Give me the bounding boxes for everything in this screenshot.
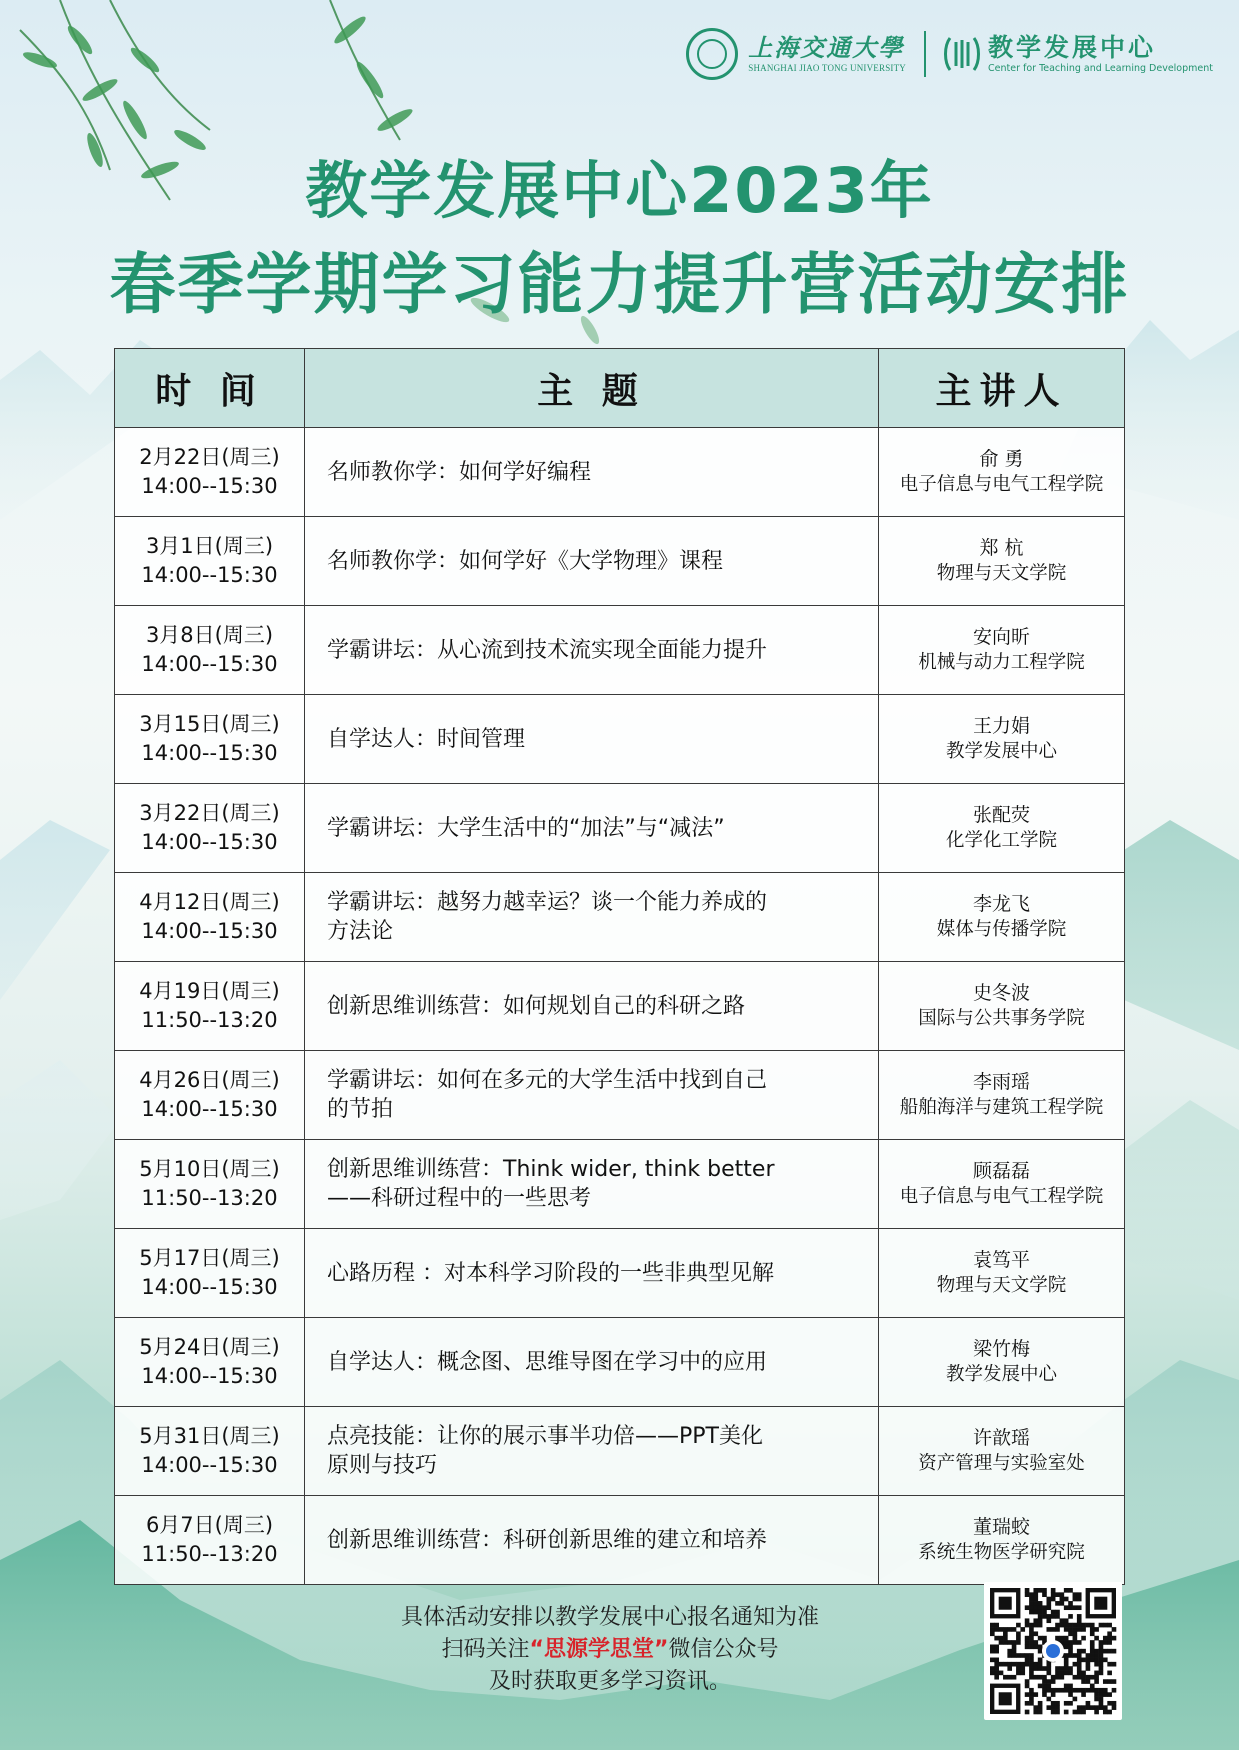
topic-line1: 点亮技能：让你的展示事半功倍——PPT美化 xyxy=(327,1424,763,1449)
time-cell xyxy=(115,695,305,784)
sjtu-name-cn: 上海交通大學 xyxy=(748,33,905,62)
session-date: 3月22日(周三) xyxy=(139,801,280,825)
wechat-account-name: “思源学思堂” xyxy=(529,1637,669,1662)
topic-line1: 心路历程 ：对本科学习阶段的一些非典型见解 xyxy=(327,1260,774,1286)
speaker-name: 郑 杭 xyxy=(979,537,1024,559)
topic-cell xyxy=(305,606,879,695)
table-row xyxy=(115,1407,1125,1496)
footer-line2-post: 微信公众号 xyxy=(668,1637,779,1662)
speaker-unit: 电子信息与电气工程学院 xyxy=(899,474,1104,495)
session-time: 14:00--15:30 xyxy=(141,1453,278,1477)
table-row xyxy=(115,1318,1125,1407)
speaker-name: 董瑞蛟 xyxy=(972,1516,1030,1538)
session-date: 5月24日(周三) xyxy=(139,1335,280,1359)
time-cell xyxy=(115,606,305,695)
table-row xyxy=(115,517,1125,606)
time-cell xyxy=(115,1140,305,1229)
speaker-unit: 物理与天文学院 xyxy=(936,563,1067,584)
topic-line1: 学霸讲坛：大学生活中的“加法”与“减法” xyxy=(327,815,725,841)
topic-line1: 创新思维训练营：科研创新思维的建立和培养 xyxy=(327,1527,768,1553)
topic-line2: ——科研过程中的一些思考 xyxy=(327,1186,592,1211)
table-row xyxy=(115,695,1125,784)
speaker-cell xyxy=(879,1229,1125,1318)
speaker-cell xyxy=(879,1140,1125,1229)
time-cell xyxy=(115,1318,305,1407)
speaker-cell xyxy=(879,428,1125,517)
session-time: 14:00--15:30 xyxy=(141,652,278,676)
topic-line1: 自学达人：时间管理 xyxy=(327,726,526,752)
table-row xyxy=(115,1496,1125,1585)
time-cell xyxy=(115,428,305,517)
speaker-cell xyxy=(879,1318,1125,1407)
table-row xyxy=(115,428,1125,517)
speaker-name: 袁笃平 xyxy=(972,1249,1030,1271)
topic-line1: 自学达人：概念图、思维导图在学习中的应用 xyxy=(327,1349,768,1375)
session-date: 4月19日(周三) xyxy=(139,979,280,1003)
topic-cell xyxy=(305,1407,879,1496)
speaker-name: 王力娟 xyxy=(972,715,1030,737)
topic-cell xyxy=(305,873,879,962)
topic-line1: 名师教你学：如何学好编程 xyxy=(327,459,592,485)
session-date: 4月26日(周三) xyxy=(139,1068,280,1092)
ctld-name-en: Center for Teaching and Learning Development xyxy=(988,63,1213,74)
session-date: 4月12日(周三) xyxy=(139,890,280,914)
topic-cell xyxy=(305,1496,879,1585)
table-header-row xyxy=(115,349,1125,428)
session-date: 3月8日(周三) xyxy=(145,623,274,647)
speaker-cell xyxy=(879,606,1125,695)
sjtu-name-en: SHANGHAI JIAO TONG UNIVERSITY xyxy=(748,63,906,73)
speaker-name: 张配荧 xyxy=(972,804,1030,826)
speaker-cell xyxy=(879,1496,1125,1585)
time-cell xyxy=(115,1496,305,1585)
speaker-cell xyxy=(879,784,1125,873)
speaker-unit: 教学发展中心 xyxy=(945,741,1057,762)
table-row xyxy=(115,784,1125,873)
table-row xyxy=(115,873,1125,962)
session-date: 3月15日(周三) xyxy=(139,712,280,736)
session-time: 11:50--13:20 xyxy=(141,1008,278,1032)
header-logos xyxy=(686,24,1213,84)
speaker-name: 许歆瑶 xyxy=(972,1427,1030,1449)
session-time: 14:00--15:30 xyxy=(141,741,278,765)
speaker-cell xyxy=(879,873,1125,962)
table-row xyxy=(115,1140,1125,1229)
topic-line1: 学霸讲坛：从心流到技术流实现全面能力提升 xyxy=(327,637,768,663)
topic-line1: 学霸讲坛：越努力越幸运？谈一个能力养成的 xyxy=(327,890,768,915)
speaker-name: 史冬波 xyxy=(972,982,1030,1004)
speaker-unit: 化学化工学院 xyxy=(945,830,1057,851)
ctld-name-cn: 教学发展中心 xyxy=(988,33,1157,62)
footer-line2-pre: 扫码关注 xyxy=(441,1637,530,1662)
time-cell xyxy=(115,517,305,606)
speaker-unit: 媒体与传播学院 xyxy=(936,919,1067,940)
session-time: 14:00--15:30 xyxy=(141,1097,278,1121)
session-time: 14:00--15:30 xyxy=(141,1364,278,1388)
speaker-unit: 船舶海洋与建筑工程学院 xyxy=(899,1097,1104,1118)
speaker-name: 李雨瑶 xyxy=(972,1071,1030,1093)
speaker-name: 李龙飞 xyxy=(972,893,1030,915)
header-speaker: 主讲人 xyxy=(879,349,1125,428)
wechat-qr-code-icon[interactable] xyxy=(984,1582,1122,1720)
speaker-name: 安向昕 xyxy=(972,626,1030,648)
header-topic: 主 题 xyxy=(305,349,879,428)
speaker-cell xyxy=(879,517,1125,606)
table-row xyxy=(115,962,1125,1051)
speaker-unit: 资产管理与实验室处 xyxy=(918,1453,1085,1474)
speaker-cell xyxy=(879,695,1125,784)
speaker-cell xyxy=(879,1407,1125,1496)
header-time: 时 间 xyxy=(115,349,305,428)
topic-line1: 创新思维训练营：如何规划自己的科研之路 xyxy=(327,993,746,1019)
topic-cell xyxy=(305,962,879,1051)
session-date: 5月10日(周三) xyxy=(139,1157,280,1181)
session-date: 3月1日(周三) xyxy=(145,534,274,558)
topic-line1: 名师教你学：如何学好《大学物理》课程 xyxy=(327,548,724,574)
topic-cell xyxy=(305,784,879,873)
topic-cell xyxy=(305,428,879,517)
session-time: 11:50--13:20 xyxy=(141,1542,278,1566)
speaker-unit: 国际与公共事务学院 xyxy=(918,1008,1085,1029)
time-cell xyxy=(115,1229,305,1318)
speaker-unit: 系统生物医学研究院 xyxy=(918,1542,1085,1563)
speaker-name: 俞 勇 xyxy=(979,448,1024,470)
topic-cell xyxy=(305,1140,879,1229)
table-row xyxy=(115,1051,1125,1140)
speaker-unit: 教学发展中心 xyxy=(945,1364,1057,1385)
speaker-name: 梁竹梅 xyxy=(972,1338,1030,1360)
footer-line1: 具体活动安排以教学发展中心报名通知为准 xyxy=(400,1605,819,1630)
footer-notice xyxy=(330,1602,890,1698)
speaker-unit: 物理与天文学院 xyxy=(936,1275,1067,1296)
topic-line2: 的节拍 xyxy=(327,1097,394,1122)
session-date: 5月31日(周三) xyxy=(139,1424,280,1448)
speaker-unit: 电子信息与电气工程学院 xyxy=(899,1186,1104,1207)
ctld-logo-text xyxy=(988,33,1213,75)
time-cell xyxy=(115,784,305,873)
topic-cell xyxy=(305,1051,879,1140)
sjtu-seal-icon xyxy=(686,28,738,80)
topic-cell xyxy=(305,517,879,606)
page-title-line2: 春季学期学习能力提升营活动安排 xyxy=(109,246,1130,323)
table-body xyxy=(115,428,1125,1585)
topic-cell xyxy=(305,1318,879,1407)
session-time: 14:00--15:30 xyxy=(141,830,278,854)
speaker-cell xyxy=(879,962,1125,1051)
topic-cell xyxy=(305,1229,879,1318)
speaker-cell xyxy=(879,1051,1125,1140)
table-row xyxy=(115,606,1125,695)
topic-cell xyxy=(305,695,879,784)
logo-divider xyxy=(924,31,926,77)
session-date: 6月7日(周三) xyxy=(145,1513,274,1537)
schedule-table xyxy=(114,348,1125,1585)
ctld-logo-icon xyxy=(942,32,982,76)
session-time: 14:00--15:30 xyxy=(141,563,278,587)
sjtu-logo-text xyxy=(748,34,906,74)
footer-line2 xyxy=(330,1634,890,1666)
footer-line3: 及时获取更多学习资讯。 xyxy=(488,1669,731,1694)
session-time: 14:00--15:30 xyxy=(141,919,278,943)
speaker-name: 顾磊磊 xyxy=(972,1160,1030,1182)
session-date: 2月22日(周三) xyxy=(139,445,280,469)
speaker-unit: 机械与动力工程学院 xyxy=(918,652,1085,673)
table-row xyxy=(115,1229,1125,1318)
session-time: 14:00--15:30 xyxy=(141,474,278,498)
topic-line1: 学霸讲坛：如何在多元的大学生活中找到自己 xyxy=(327,1068,768,1093)
time-cell xyxy=(115,1051,305,1140)
page-title-line1: 教学发展中心2023年 xyxy=(305,154,934,227)
session-time: 11:50--13:20 xyxy=(141,1186,278,1210)
session-date: 5月17日(周三) xyxy=(139,1246,280,1270)
time-cell xyxy=(115,1407,305,1496)
session-time: 14:00--15:30 xyxy=(141,1275,278,1299)
topic-line2: 原则与技巧 xyxy=(327,1453,438,1478)
topic-line1: 创新思维训练营：Think wider, think better xyxy=(327,1157,775,1182)
time-cell xyxy=(115,873,305,962)
time-cell xyxy=(115,962,305,1051)
topic-line2: 方法论 xyxy=(327,919,394,944)
